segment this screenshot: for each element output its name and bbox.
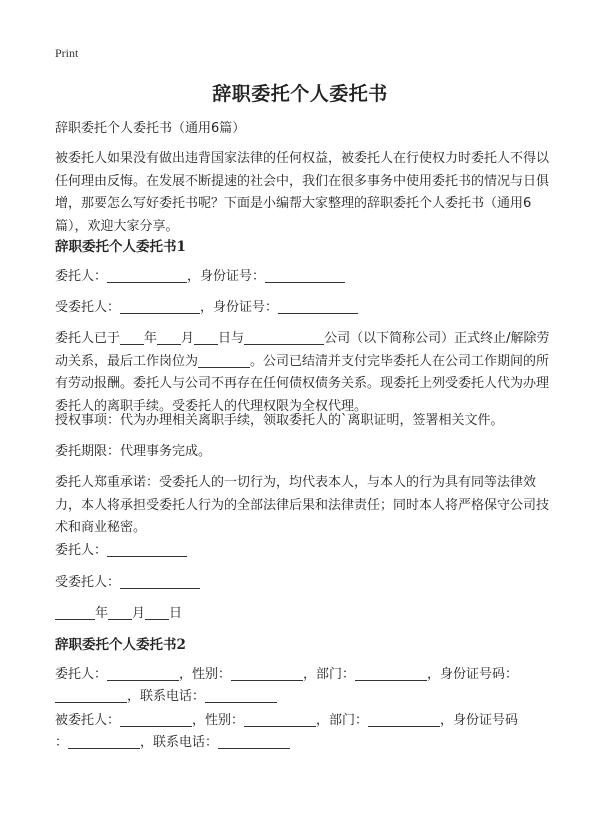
gender-label: ，性别： bbox=[192, 713, 245, 728]
agent-label: 受委托人： bbox=[55, 300, 121, 315]
section2-agent-fields bbox=[55, 710, 550, 754]
id-label: ，身份证号码： bbox=[427, 667, 519, 682]
client-gender-blank[interactable] bbox=[231, 666, 303, 681]
sign-client-line bbox=[55, 540, 550, 562]
term-text: 委托期限：代理事务完成。 bbox=[55, 444, 212, 459]
date-day-blank[interactable] bbox=[145, 605, 169, 620]
section2-heading: 辞职委托个人委托书2 bbox=[55, 637, 186, 653]
client-label: 委托人： bbox=[55, 269, 108, 284]
date-line bbox=[55, 603, 550, 625]
page-title: 辞职委托个人委托书 bbox=[212, 83, 388, 105]
colon: ： bbox=[55, 735, 69, 750]
gender-label: ，性别： bbox=[179, 667, 232, 682]
month-label: 月 bbox=[132, 606, 146, 621]
section1-client-line bbox=[55, 266, 550, 288]
sign-agent-line bbox=[55, 572, 550, 594]
print-link[interactable]: Print bbox=[55, 46, 79, 60]
section1-agent-line bbox=[55, 297, 550, 319]
year-label: 年 bbox=[95, 606, 109, 621]
year-blank[interactable] bbox=[120, 330, 144, 345]
client-label: 委托人： bbox=[55, 667, 108, 682]
body-text: 日与 bbox=[218, 331, 245, 346]
agent-gender-blank[interactable] bbox=[244, 712, 316, 727]
client-id-blank[interactable] bbox=[55, 688, 127, 703]
id-label: ，身份证号码 bbox=[440, 713, 519, 728]
sign-client-label: 委托人： bbox=[55, 543, 108, 558]
client-name-blank[interactable] bbox=[107, 666, 179, 681]
intro-paragraph: 被委托人如果没有做出违背国家法律的任何权益，被委托人在行使权力时委托人不得以任何理由反悔。在发展不断提速的社会中，我们在很多事务中使用委托书的情况与日俱增，那要怎么写好委托书呢？下面是小编帮大家整理的辞职委托个人委托书（通用6篇），欢迎大家分享。 bbox=[55, 151, 550, 234]
date-year-blank[interactable] bbox=[55, 605, 95, 620]
agent-label: 被委托人： bbox=[55, 713, 121, 728]
phone-label: ，联系电话： bbox=[140, 735, 219, 750]
position-blank[interactable] bbox=[198, 353, 250, 368]
agent-phone-blank[interactable] bbox=[218, 734, 290, 749]
client-dept-blank[interactable] bbox=[355, 666, 427, 681]
sign-agent-label: 受委托人： bbox=[55, 575, 121, 590]
agent-dept-blank[interactable] bbox=[368, 712, 440, 727]
phone-label: ，联系电话： bbox=[127, 689, 206, 704]
agent-id-blank[interactable] bbox=[278, 299, 358, 314]
day-label: 日 bbox=[169, 606, 183, 621]
section2-client-fields bbox=[55, 664, 550, 708]
body-text: 。公司已结清并支付完毕委托人在公司工作期间的所有劳动报酬。委托人与公司不再存在任何债权债务关系。现委托上列受委托人代为办理委托人的离职手续。受委托人的代理权限为全权代理。 bbox=[55, 353, 550, 414]
dept-label: ，部门： bbox=[303, 667, 356, 682]
day-blank[interactable] bbox=[194, 330, 218, 345]
section1-heading: 辞职委托个人委托书1 bbox=[55, 239, 186, 255]
sign-client-blank[interactable] bbox=[107, 542, 187, 557]
body-text: 委托人已于 bbox=[55, 331, 121, 346]
sign-agent-blank[interactable] bbox=[120, 574, 200, 589]
body-text: 月 bbox=[181, 331, 195, 346]
agent-name-blank[interactable] bbox=[120, 712, 192, 727]
client-id-blank[interactable] bbox=[265, 268, 345, 283]
section1-body bbox=[55, 328, 550, 418]
month-blank[interactable] bbox=[157, 330, 181, 345]
agent-name-blank[interactable] bbox=[120, 299, 200, 314]
client-name-blank[interactable] bbox=[107, 268, 187, 283]
document-subtitle: 辞职委托个人委托书（通用6篇） bbox=[55, 121, 246, 136]
date-month-blank[interactable] bbox=[108, 605, 132, 620]
authorization-text: 授权事项：代为办理相关离职手续，领取委托人的`离职证明，签署相关文件。 bbox=[55, 413, 504, 428]
body-text: 公司（以下简称公司）正式终止/解除劳动关系，最后工作岗位为 bbox=[55, 331, 550, 369]
dept-label: ，部门： bbox=[316, 713, 369, 728]
company-blank[interactable] bbox=[244, 330, 324, 345]
pledge-paragraph: 委托人郑重承诺：受委托人的一切行为，均代表本人，与本人的行为具有同等法律效力，本人将承担受委托人行为的全部法律后果和法律责任；同时本人将严格保守公司技术和商业秘密。 bbox=[55, 475, 550, 535]
body-text: 年 bbox=[144, 331, 158, 346]
id-label: ，身份证号： bbox=[200, 300, 279, 315]
agent-id-blank[interactable] bbox=[68, 734, 140, 749]
id-label: ，身份证号： bbox=[187, 269, 266, 284]
client-phone-blank[interactable] bbox=[205, 688, 277, 703]
